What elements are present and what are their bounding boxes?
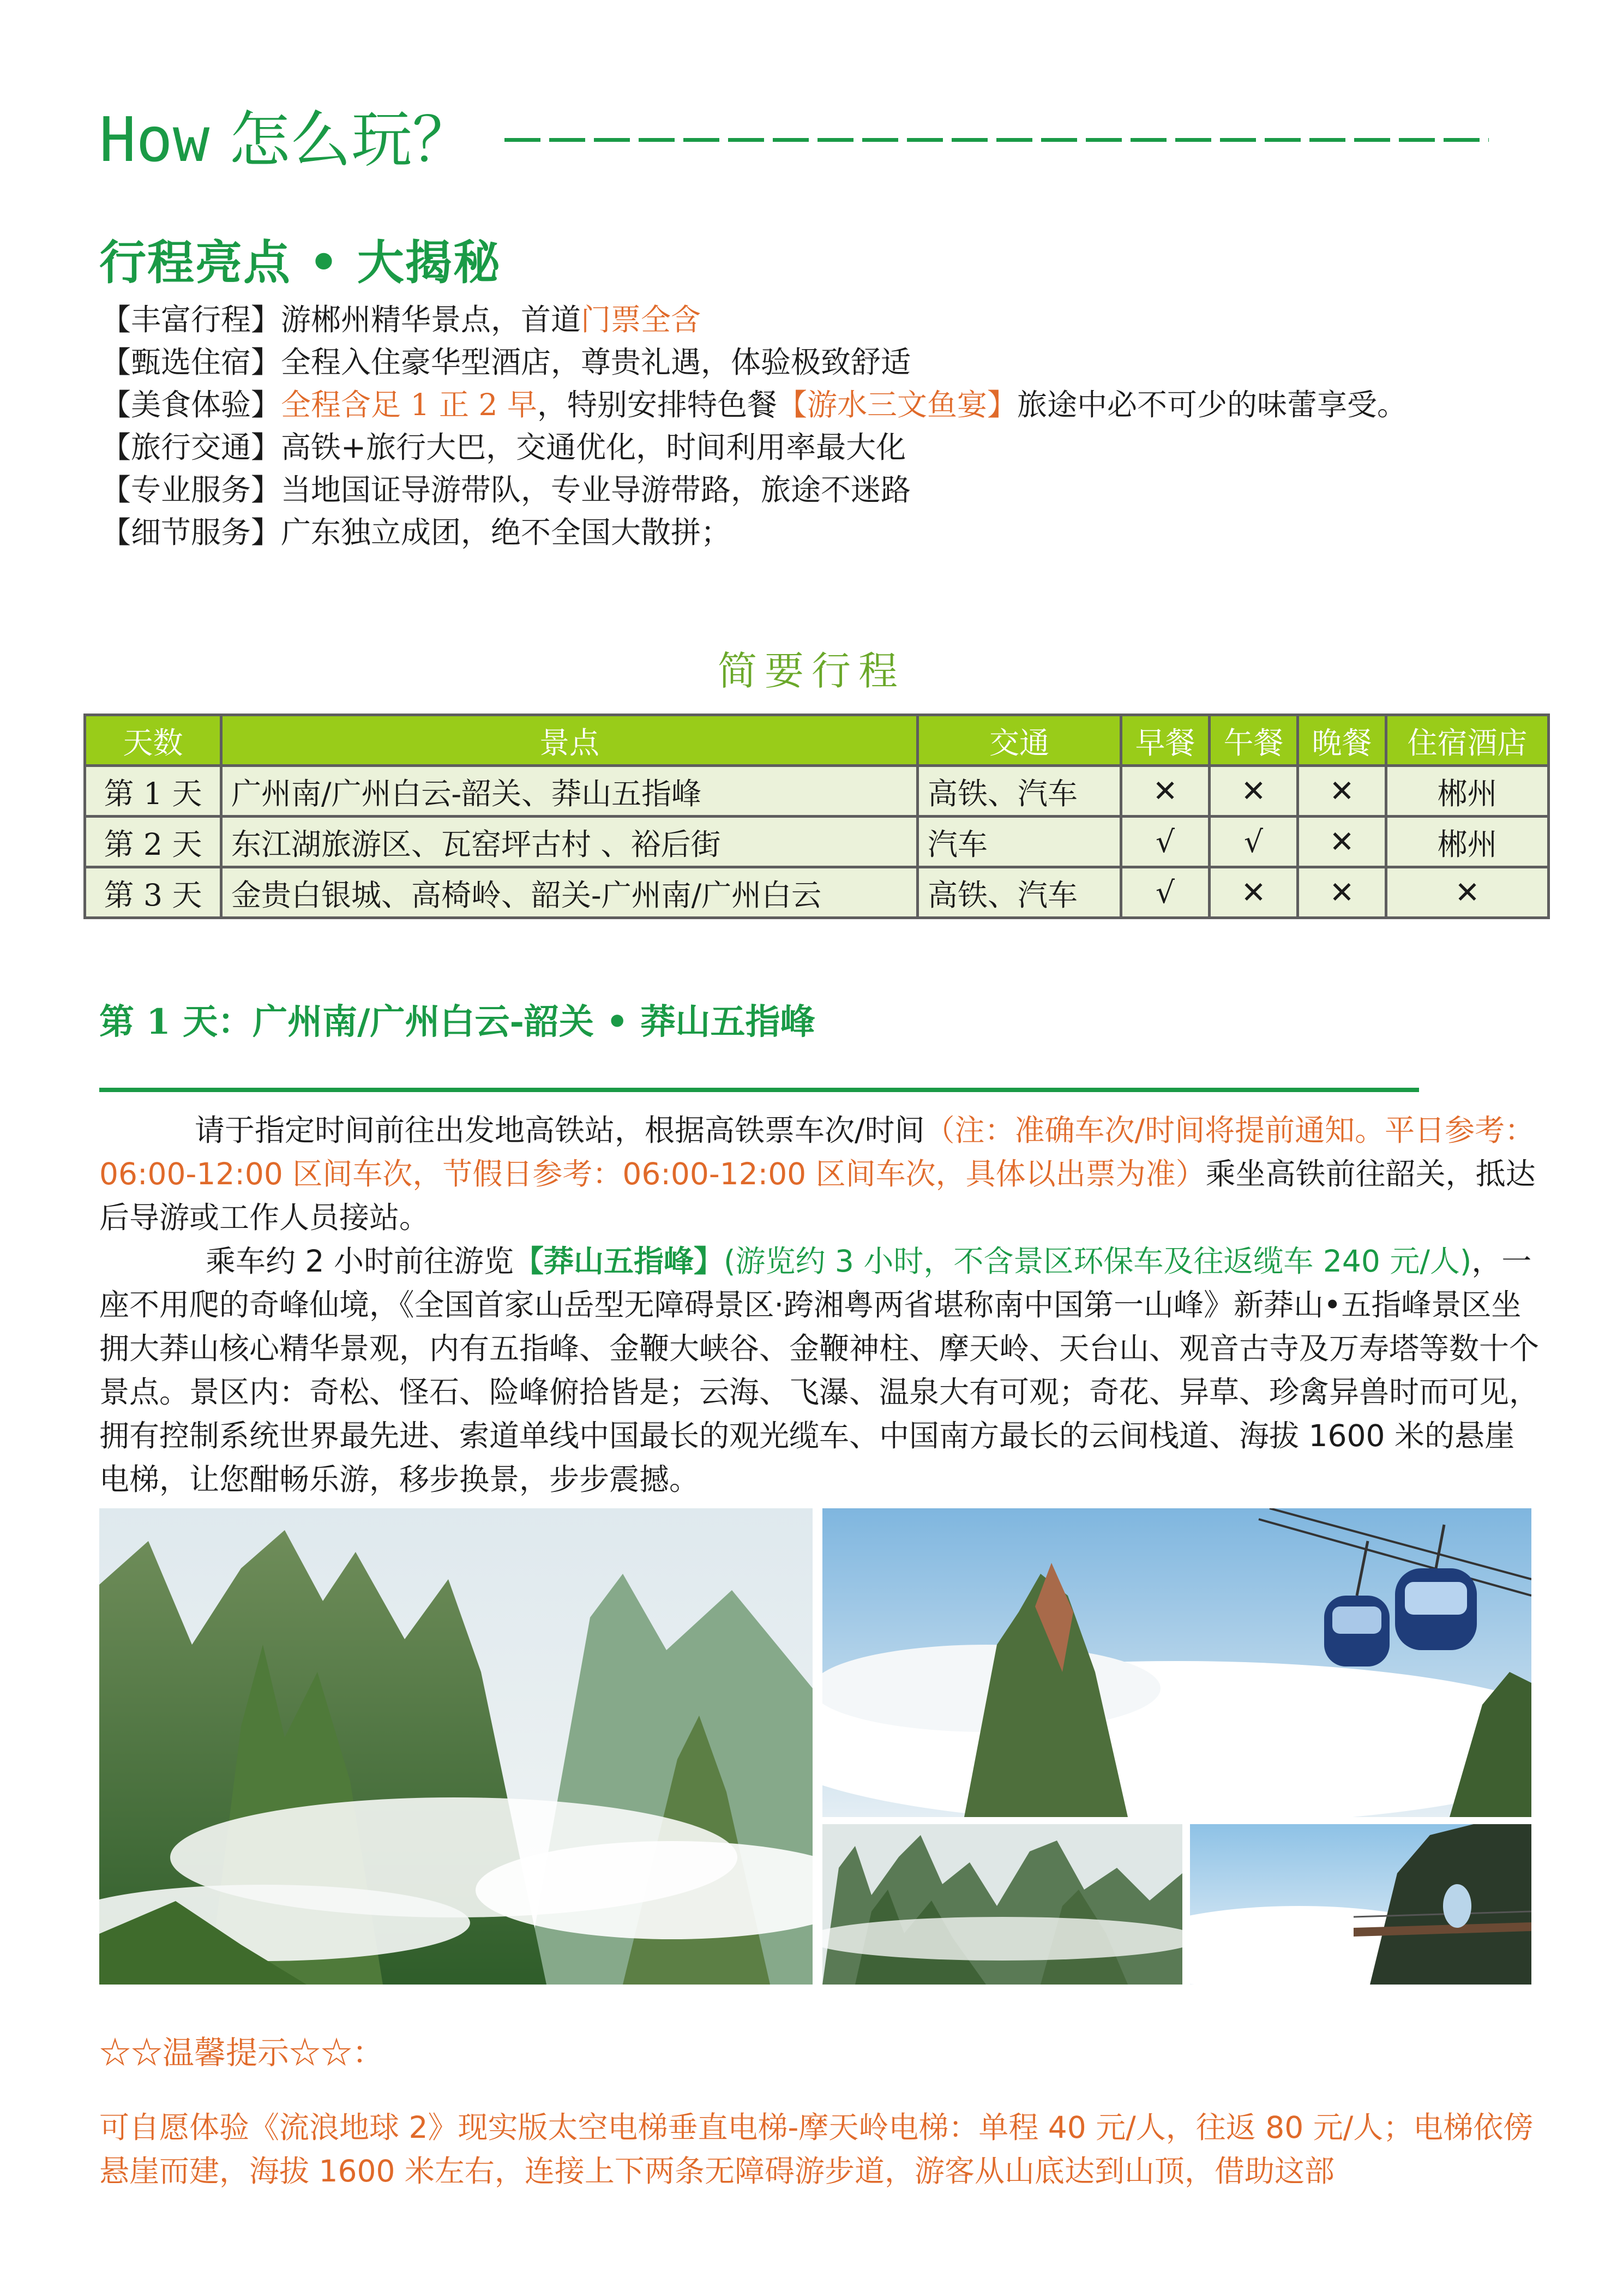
table-header: 住宿酒店 bbox=[1386, 715, 1549, 766]
highlight-text: 广东独立成团，绝不全国大散拼； bbox=[281, 515, 731, 550]
cliff-walkway-photo-graphic bbox=[1190, 1824, 1531, 1985]
highlight-tag: 【美食体验】 bbox=[101, 387, 281, 422]
peaks-photo-graphic bbox=[822, 1824, 1182, 1985]
table-cell: 第 2 天 bbox=[85, 817, 221, 867]
table-cell: 郴州 bbox=[1386, 766, 1549, 817]
table-row bbox=[85, 817, 1549, 867]
table-header: 交通 bbox=[918, 715, 1121, 766]
cliff-walkway-photo bbox=[1190, 1824, 1531, 1985]
table-cell: 第 1 天 bbox=[85, 766, 221, 817]
paragraph-text: 乘坐高铁前往韶关，抵达后导游或工作人员接站。 bbox=[99, 1156, 1536, 1235]
cable-car-photo bbox=[822, 1508, 1531, 1817]
table-header: 午餐 bbox=[1210, 715, 1298, 766]
table-cell: 第 3 天 bbox=[85, 867, 221, 918]
table-header: 景点 bbox=[221, 715, 918, 766]
highlights-title: 行程亮点 • 大揭秘 bbox=[99, 235, 501, 290]
highlight-text: 游郴州精华景点，首道 bbox=[281, 302, 581, 337]
highlight-item bbox=[101, 341, 911, 383]
day1-paragraph-1 bbox=[99, 1108, 1539, 1239]
heading-dashed-rule bbox=[504, 138, 1489, 142]
highlight-tag: 【旅行交通】 bbox=[101, 430, 281, 465]
heading-prefix: How bbox=[99, 105, 210, 176]
table-row bbox=[85, 867, 1549, 918]
highlight-text: 全程入住豪华型酒店，尊贵礼遇，体验极致舒适 bbox=[281, 345, 911, 380]
table-cell: √ bbox=[1121, 817, 1210, 867]
attraction-name: 【莽山五指峰】 bbox=[513, 1244, 724, 1279]
table-header: 早餐 bbox=[1121, 715, 1210, 766]
paragraph-note: （注：准确车次/时间将提前通知。平日参考：06:00-12:00 区间车次，节假日参考：06:00-12:00 区间车次，具体以出票为准） bbox=[99, 1113, 1535, 1191]
highlight-text: 高铁+旅行大巴，交通优化，时间利用率最大化 bbox=[281, 430, 906, 465]
table-cell: 高铁、汽车 bbox=[918, 766, 1121, 817]
table-cell: ✕ bbox=[1210, 766, 1298, 817]
highlight-accent: 全程含足 1 正 2 早 bbox=[281, 387, 537, 422]
paragraph-text: 请于指定时间前往出发地高铁站，根据高铁票车次/时间 bbox=[195, 1113, 925, 1148]
heading-title: 怎么玩？ bbox=[209, 105, 473, 176]
table-cell: 汽车 bbox=[918, 817, 1121, 867]
tips-title: ☆☆温馨提示☆☆： bbox=[99, 2034, 384, 2071]
highlight-item bbox=[101, 511, 731, 554]
table-header: 天数 bbox=[85, 715, 221, 766]
peaks-photo bbox=[822, 1824, 1182, 1985]
highlight-tag: 【丰富行程】 bbox=[101, 302, 281, 337]
table-cell: 郴州 bbox=[1386, 817, 1549, 867]
table-cell: ✕ bbox=[1298, 817, 1386, 867]
paragraph-text: ，一座不用爬的奇峰仙境，《全国首家山岳型无障碍景区·跨湘粤两省堪称南中国第一山峰》新莽山•五指峰景区坐拥大莽山核心精华景观，内有五指峰、金鞭大峡谷、金鞭神柱、摩天岭、天台山、观音古寺及万寿塔等数十个景点。景区内：奇松、怪石、险峰俯拾皆是；云海、飞瀑、温泉大有可观；奇花、异草、珍禽异兽时而可见，拥有控制系统世界最先进、索道单线中国最长的观光缆车、中国南方最长的云间栈道、海拔 1600 米的悬崖电梯，让您酣畅乐游，移步换景，步步震撼。 bbox=[99, 1244, 1540, 1497]
mountain-photo-large bbox=[99, 1508, 813, 1985]
highlight-item bbox=[101, 426, 906, 469]
table-header-row bbox=[85, 715, 1549, 766]
mountain-photo-large-graphic bbox=[99, 1508, 813, 1985]
day1-paragraph-2 bbox=[99, 1239, 1539, 1501]
table-cell: √ bbox=[1210, 817, 1298, 867]
highlight-item bbox=[101, 383, 1407, 426]
cable-car-photo-graphic bbox=[822, 1508, 1531, 1817]
table-cell: 金贵白银城、高椅岭、韶关-广州南/广州白云 bbox=[221, 867, 918, 918]
paragraph-text: 乘车约 2 小时前往游览 bbox=[206, 1244, 514, 1279]
day1-title: 第 1 天：广州南/广州白云-韶关 • 莽山五指峰 bbox=[99, 1002, 815, 1042]
table-cell: 高铁、汽车 bbox=[918, 867, 1121, 918]
table-row bbox=[85, 766, 1549, 817]
summary-title: 简要行程 bbox=[717, 648, 905, 694]
table-cell: ✕ bbox=[1298, 766, 1386, 817]
section-heading bbox=[99, 104, 473, 177]
table-cell: ✕ bbox=[1386, 867, 1549, 918]
highlight-tag: 【甄选住宿】 bbox=[101, 345, 281, 380]
table-cell: 东江湖旅游区、瓦窑坪古村 、裕后街 bbox=[221, 817, 918, 867]
table-cell: √ bbox=[1121, 867, 1210, 918]
highlight-text: ，特别安排特色餐 bbox=[537, 387, 777, 422]
highlight-tag: 【细节服务】 bbox=[101, 515, 281, 550]
table-header: 晚餐 bbox=[1298, 715, 1386, 766]
highlight-tag: 【专业服务】 bbox=[101, 472, 281, 507]
highlight-text: 当地国证导游带队，专业导游带路，旅途不迷路 bbox=[281, 472, 911, 507]
table-cell: ✕ bbox=[1210, 867, 1298, 918]
table-cell: ✕ bbox=[1298, 867, 1386, 918]
highlight-accent: 【游水三文鱼宴】 bbox=[777, 387, 1017, 422]
paragraph-note: (游览约 3 小时，不含景区环保车及往返缆车 240 元/人) bbox=[723, 1244, 1472, 1279]
tips-text: 可自愿体验《流浪地球 2》现实版太空电梯垂直电梯-摩天岭电梯：单程 40 元/人，往返 80 元/人；电梯依傍悬崖而建，海拔 1600 米左右，连接上下两条无障碍游步道，游客从山底达到山顶，借助这部 bbox=[99, 2110, 1534, 2189]
highlight-item bbox=[101, 298, 701, 341]
highlight-text: 旅途中必不可少的味蕾享受。 bbox=[1017, 387, 1407, 422]
day1-divider bbox=[99, 1088, 1419, 1092]
itinerary-table bbox=[83, 714, 1550, 919]
highlight-accent: 门票全含 bbox=[581, 302, 701, 337]
highlight-item bbox=[101, 469, 911, 511]
table-cell: 广州南/广州白云-韶关、莽山五指峰 bbox=[221, 766, 918, 817]
table-cell: ✕ bbox=[1121, 766, 1210, 817]
